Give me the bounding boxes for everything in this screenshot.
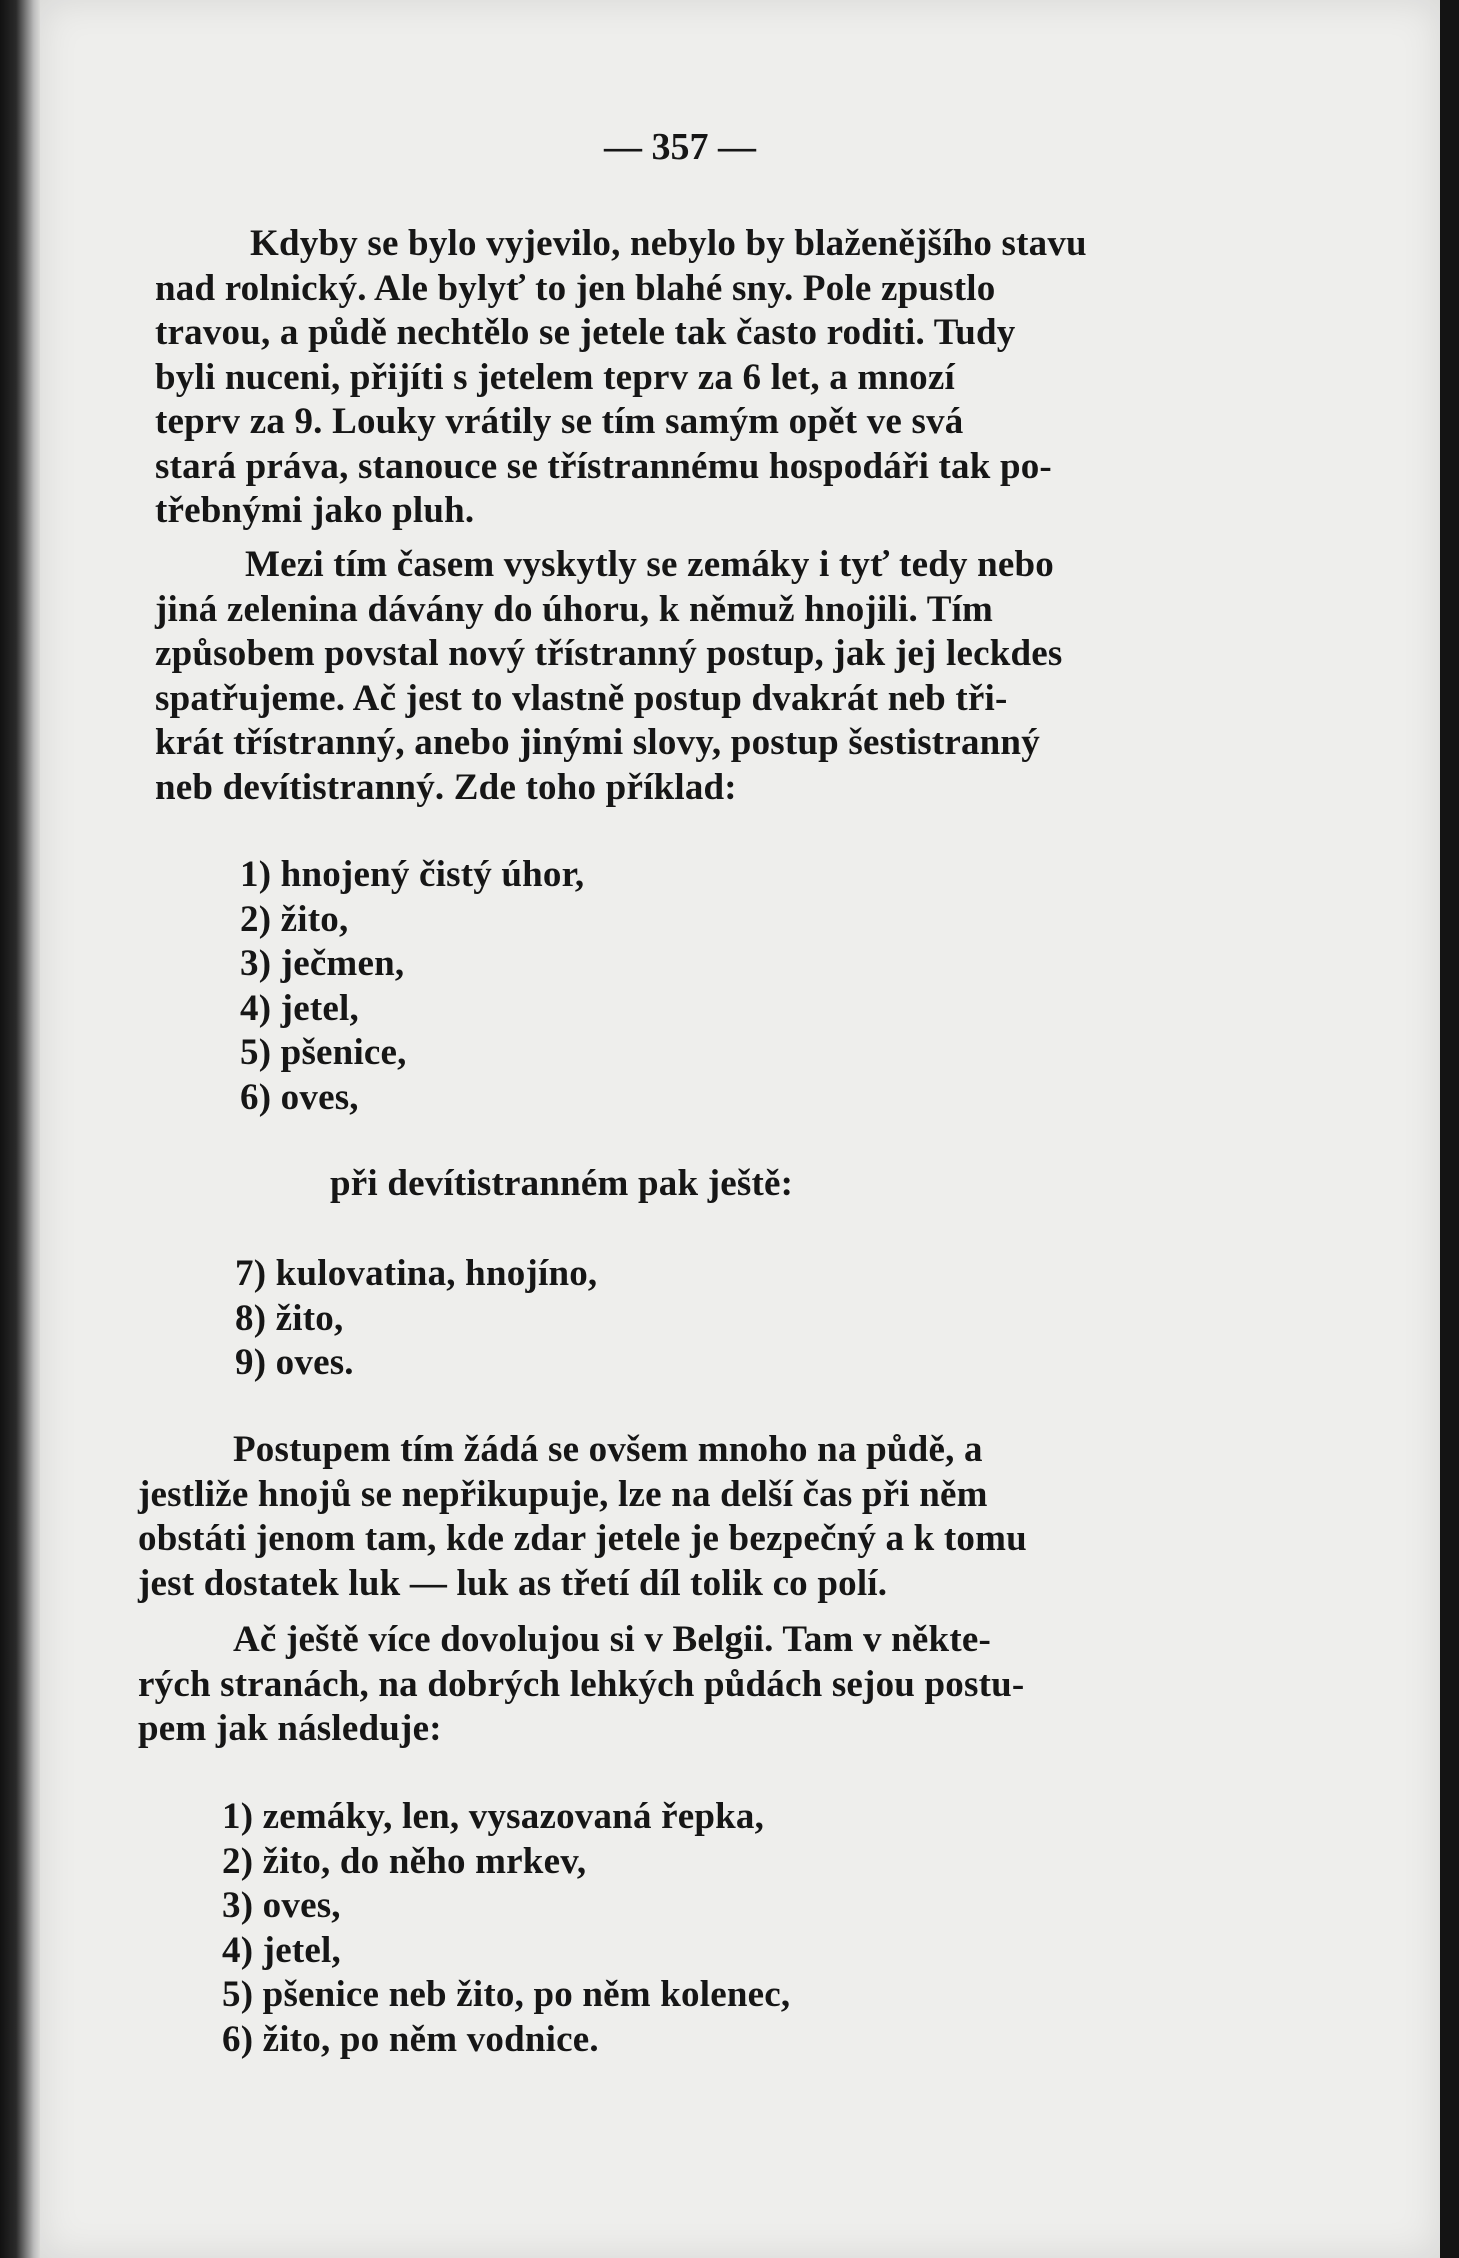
paragraph-3 bbox=[138, 1428, 1213, 1606]
subheading: při devítistranném pak ještě: bbox=[330, 1163, 794, 1204]
book-gutter bbox=[0, 0, 40, 2258]
paragraph-line: třebnými jako pluh. bbox=[155, 490, 475, 531]
list-item: 3) oves, bbox=[222, 1885, 341, 1926]
list-item: 2) žito, bbox=[240, 898, 349, 940]
paragraph-line: teprv za 9. Louky vrátily se tím samým opět ve svá bbox=[155, 401, 964, 442]
paragraph-line: travou, a půdě nechtělo se jetele tak často roditi. Tudy bbox=[155, 312, 1016, 353]
page-number: — 357 — bbox=[604, 126, 756, 168]
list-item: 5) pšenice, bbox=[240, 1032, 407, 1073]
list-item: 7) kulovatina, hnojíno, bbox=[235, 1253, 598, 1294]
list-item: 1) zemáky, len, vysazovaná řepka, bbox=[222, 1796, 765, 1837]
paragraph-line: Mezi tím časem vyskytly se zemáky i tyť tedy nebo bbox=[245, 544, 1055, 585]
list-item: 6) oves, bbox=[240, 1076, 359, 1118]
page-edge-shadow bbox=[1440, 0, 1459, 2258]
paragraph-line: pem jak následuje: bbox=[138, 1708, 442, 1749]
paragraph-line: jiná zelenina dávány do úhoru, k němuž hnojili. Tím bbox=[155, 588, 994, 630]
list-item: 2) žito, do něho mrkev, bbox=[222, 1840, 587, 1882]
paragraph-2 bbox=[155, 543, 1233, 810]
paragraph-line: Kdyby se bylo vyjevilo, nebylo by blaženějšího stavu bbox=[250, 223, 1087, 264]
list-item: 6) žito, po něm vodnice. bbox=[222, 2018, 599, 2060]
crop-rotation-list-belgium bbox=[222, 1795, 790, 2062]
list-item: 1) hnojený čistý úhor, bbox=[240, 854, 585, 895]
paragraph-line: obstáti jenom tam, kde zdar jetele je bezpečný a k tomu bbox=[138, 1518, 1027, 1559]
paragraph-line: spatřujeme. Ač jest to vlastně postup dvakrát neb tři- bbox=[155, 677, 1008, 719]
paragraph-1 bbox=[155, 222, 1233, 534]
paragraph-line: neb devítistranný. Zde toho příklad: bbox=[155, 766, 737, 808]
paragraph-4 bbox=[138, 1618, 1213, 1752]
paragraph-line: jest dostatek luk — luk as třetí díl tolik co polí. bbox=[138, 1562, 888, 1604]
list-item: 4) jetel, bbox=[240, 987, 359, 1029]
crop-rotation-list-1 bbox=[240, 853, 584, 1120]
crop-rotation-list-2 bbox=[235, 1252, 597, 1386]
list-item: 5) pšenice neb žito, po něm kolenec, bbox=[222, 1974, 791, 2015]
list-item: 8) žito, bbox=[235, 1297, 344, 1339]
paragraph-line: nad rolnický. Ale bylyť to jen blahé sny. Pole zpustlo bbox=[155, 267, 996, 309]
list-item: 3) ječmen, bbox=[240, 943, 405, 984]
paragraph-line: způsobem povstal nový třístranný postup, jak jej leckdes bbox=[155, 633, 1063, 674]
paragraph-line: rých stranách, na dobrých lehkých půdách sejou postu- bbox=[138, 1663, 1025, 1705]
paragraph-line: Ač ještě více dovolujou si v Belgii. Tam v někte- bbox=[233, 1619, 991, 1660]
paragraph-line: Postupem tím žádá se ovšem mnoho na půdě, a bbox=[233, 1429, 983, 1470]
paragraph-line: byli nuceni, přijíti s jetelem teprv za 6 let, a mnozí bbox=[155, 356, 955, 398]
paragraph-line: stará práva, stanouce se třístrannému hospodáři tak po- bbox=[155, 445, 1052, 487]
paragraph-line: jestliže hnojů se nepřikupuje, lze na delší čas při něm bbox=[138, 1473, 988, 1515]
paragraph-line: krát třístranný, anebo jinými slovy, postup šestistranný bbox=[155, 722, 1040, 763]
list-item: 4) jetel, bbox=[222, 1929, 341, 1971]
list-item: 9) oves. bbox=[235, 1342, 354, 1383]
